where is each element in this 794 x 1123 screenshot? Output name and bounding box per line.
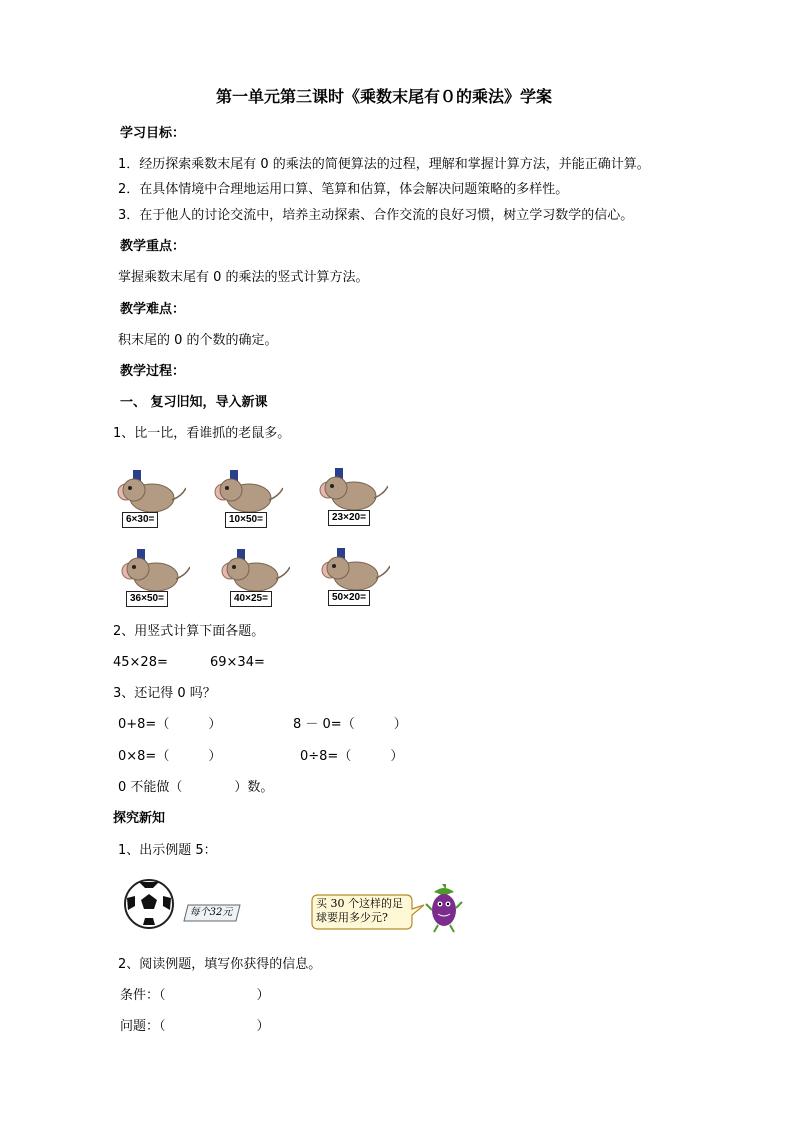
mouse-icon — [116, 466, 186, 516]
q3-item-1: 0+8=（ ） — [118, 717, 222, 732]
goal-item-3: 3．在于他人的讨论交流中，培养主动探索、合作交流的良好习惯，树立学习数学的信心。 — [118, 208, 634, 223]
mouse-card-4 — [120, 545, 190, 611]
mouse-icon — [220, 545, 290, 595]
difficulty-heading: 教学难点： — [120, 302, 186, 317]
goal-item-2: 2．在具体情境中合理地运用口算、笔算和估算，体会解决问题策略的多样性。 — [118, 182, 569, 197]
explore-question-1: 1、出示例题 5： — [118, 843, 217, 858]
mouse-card-6 — [320, 544, 390, 610]
explore-question-2: 2、阅读例题，填写你获得的信息。 — [118, 957, 322, 972]
mouse-card-2 — [213, 466, 283, 532]
speech-bubble-text: 买 30 个这样的足球要用多少元? — [316, 897, 403, 924]
goals-heading: 学习目标： — [120, 126, 186, 141]
q3-item-2: 8 － 0=（ ） — [293, 717, 407, 732]
process-heading: 教学过程： — [120, 364, 186, 379]
q3-last: 0 不能做（ ）数。 — [118, 780, 274, 795]
difficulty-text: 积末尾的 0 的个数的确定。 — [118, 333, 278, 348]
mouse-card-1 — [116, 466, 186, 532]
key-point-heading: 教学重点： — [120, 239, 186, 254]
mouse-label-5: 40×25= — [230, 591, 272, 607]
mouse-label-1: 6×30= — [122, 512, 158, 528]
question-1: 1、比一比，看谁抓的老鼠多。 — [113, 426, 291, 441]
goal-item-1: 1．经历探索乘数末尾有 0 的乘法的简便算法的过程，理解和掌握计算方法，并能正确计算。 — [118, 157, 650, 172]
q3-item-3: 0×8=（ ） — [118, 749, 222, 764]
mouse-card-3 — [318, 464, 388, 530]
mouse-card-5 — [220, 545, 290, 611]
q2-item-1: 45×28= — [113, 655, 168, 670]
eggplant-character-icon — [424, 882, 466, 934]
question-2: 2、用竖式计算下面各题。 — [113, 624, 265, 639]
mouse-label-3: 23×20= — [328, 510, 370, 526]
mouse-icon — [213, 466, 283, 516]
q2-item-2: 69×34= — [210, 655, 265, 670]
page-title: 第一单元第三课时《乘数末尾有０的乘法》学案 — [216, 87, 553, 106]
question-line: 问题：（ ） — [120, 1019, 270, 1034]
section1-heading: 一、 复习旧知，导入新课 — [120, 395, 268, 410]
question-3: 3、还记得 0 吗？ — [113, 686, 216, 701]
speech-bubble — [308, 893, 412, 929]
mouse-label-6: 50×20= — [328, 590, 370, 606]
mouse-label-4: 36×50= — [126, 591, 168, 607]
mouse-label-2: 10×50= — [225, 512, 267, 528]
explore-heading: 探究新知 — [113, 811, 166, 826]
q3-item-4: 0÷8=（ ） — [300, 749, 404, 764]
price-tag — [182, 903, 240, 921]
mouse-icon — [320, 544, 390, 594]
price-tag-text: 每个32元 — [189, 907, 233, 918]
mouse-icon — [120, 545, 190, 595]
soccer-ball-icon — [123, 878, 175, 930]
condition-line: 条件：（ ） — [120, 988, 270, 1003]
key-point-text: 掌握乘数末尾有 0 的乘法的竖式计算方法。 — [118, 270, 369, 285]
mouse-icon — [318, 464, 388, 514]
